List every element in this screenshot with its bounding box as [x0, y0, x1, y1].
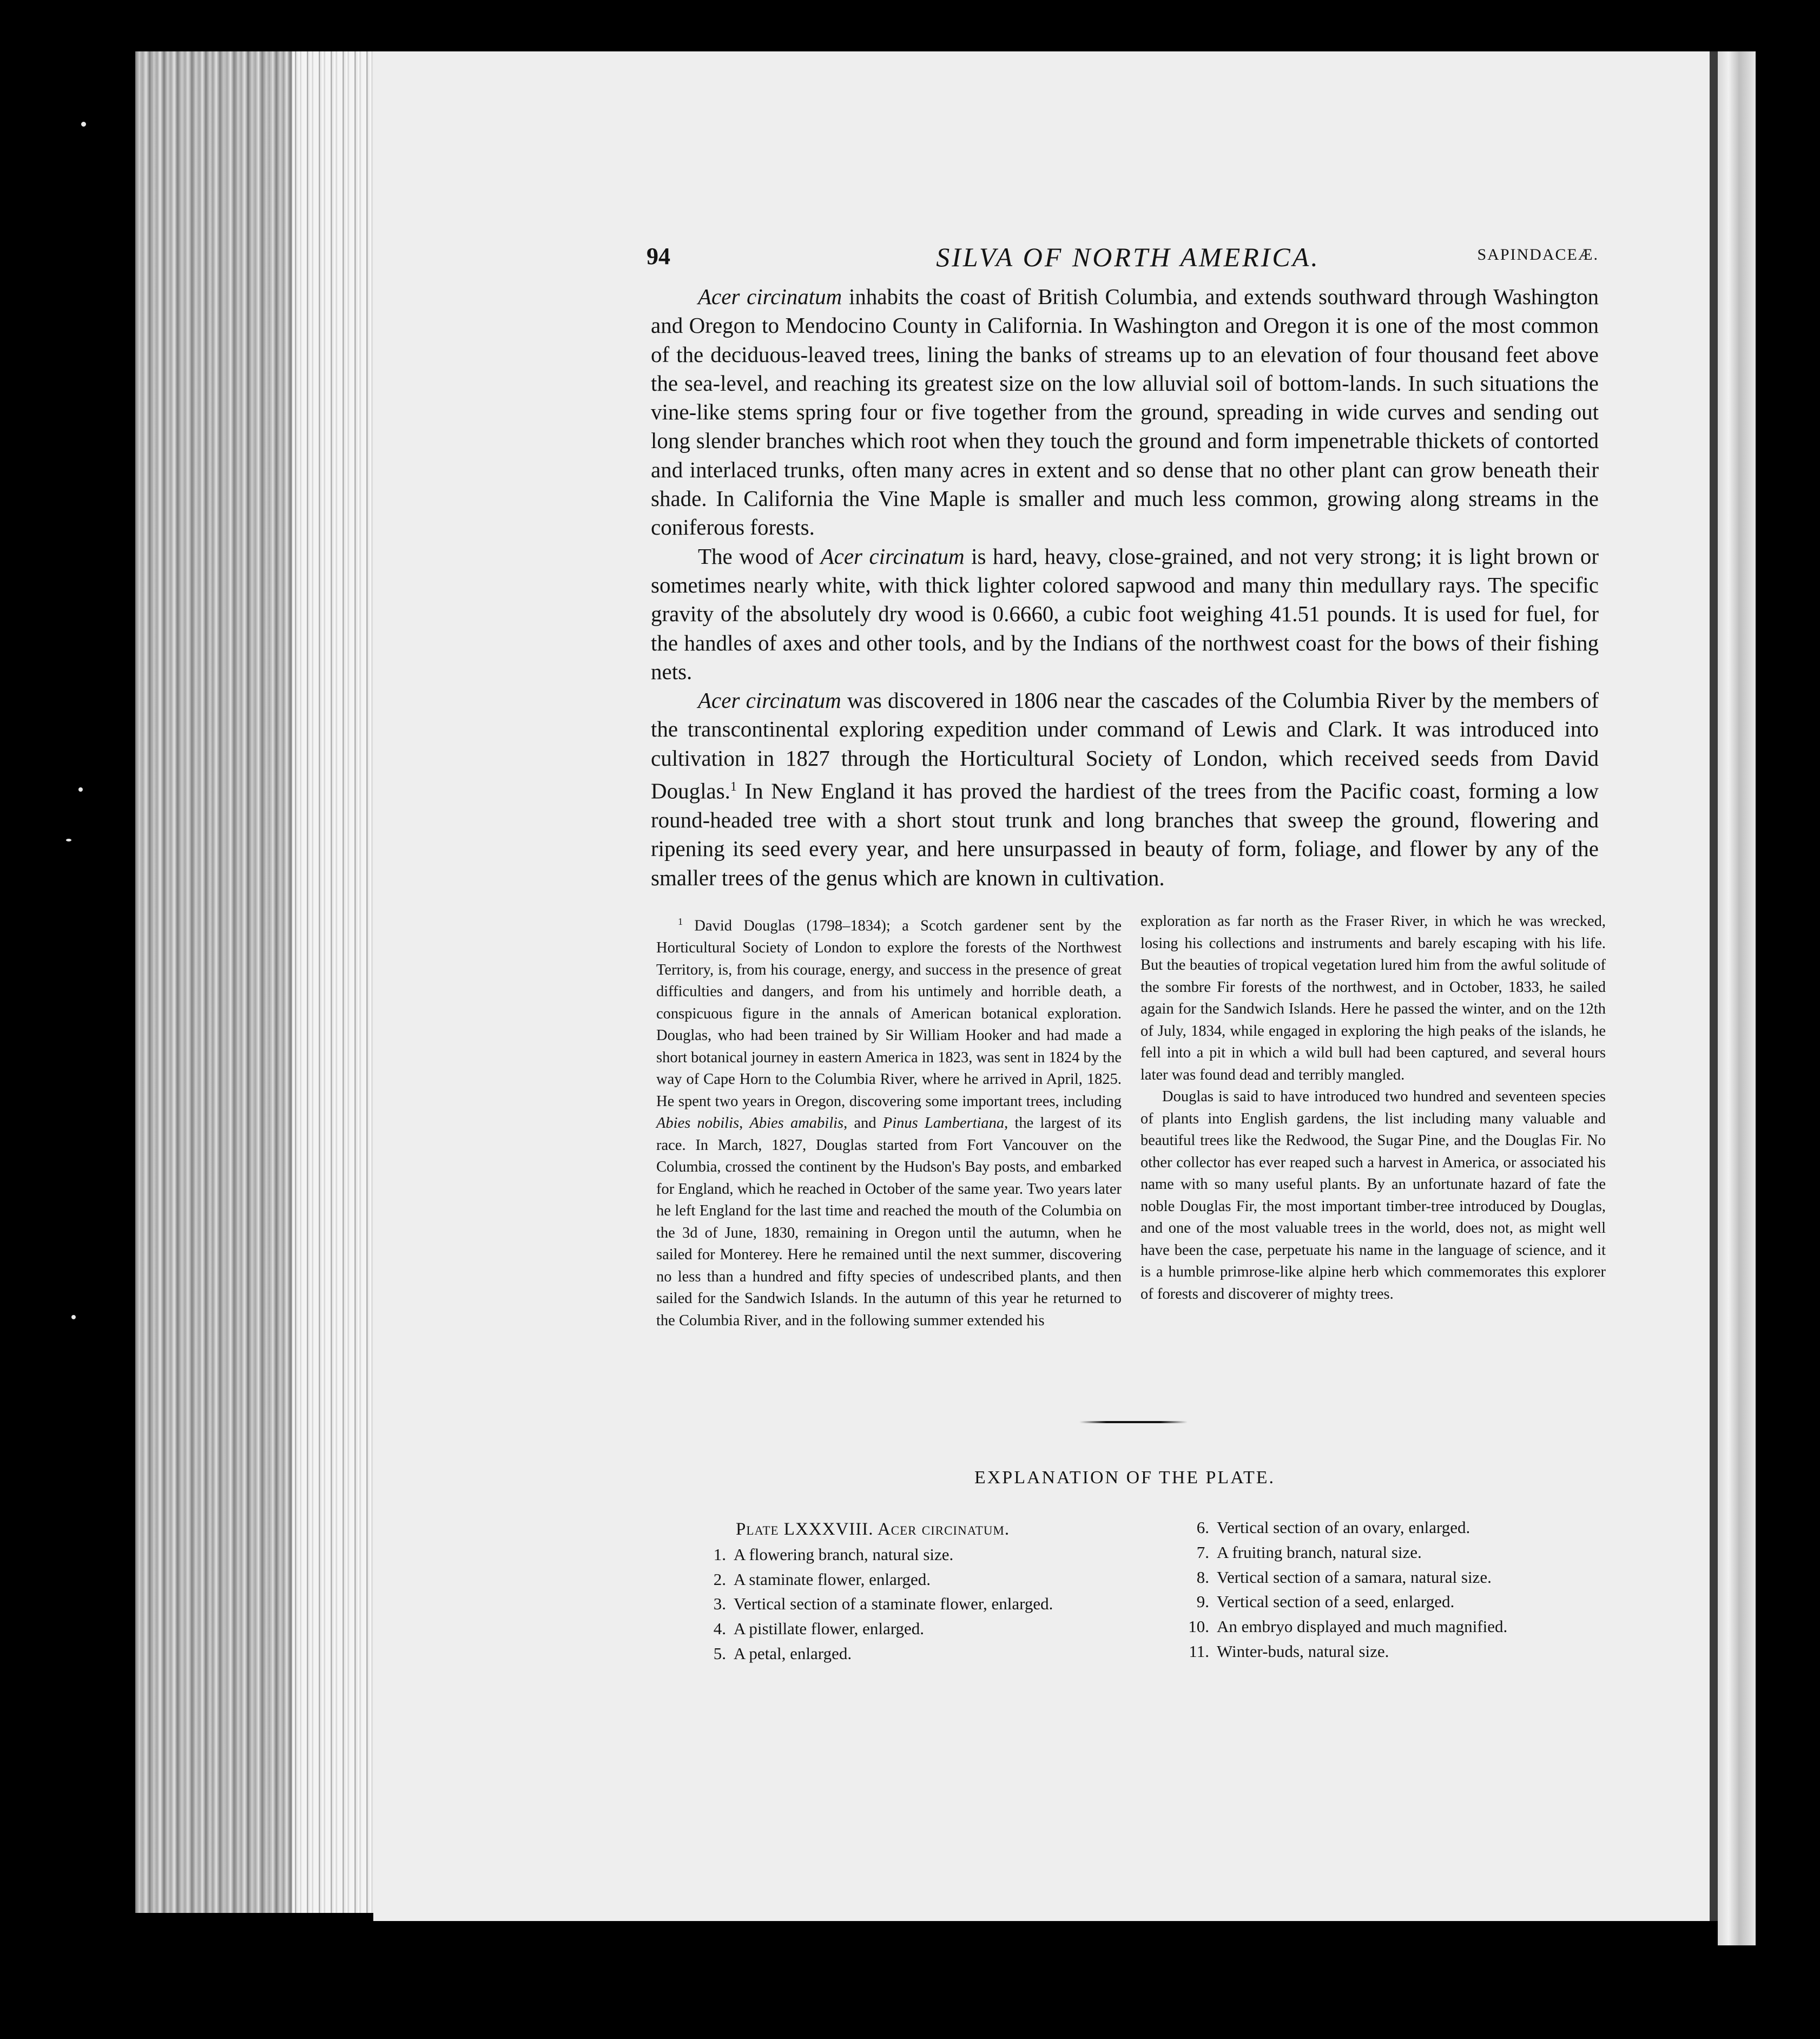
- footnote-text: ,: [739, 1115, 750, 1132]
- item-text: A petal, enlarged.: [734, 1643, 852, 1663]
- running-head: [647, 242, 1610, 275]
- footnote: Douglas is said to have introduced two hundred and seventeen species of plants into English gardens, the list including many valuable and beautiful trees like the Redwood, the Sugar Pine, and the Douglas Fir. No other collector has ever reaped such a harvest in America, or associated his name with so many useful plants. By an unfortunate hazard of fate the noble Douglas Fir, the most important timber-tree introduced by Douglas, and one of the most valuable trees in the world, does not, as might well have been the case, perpetuate his name in the language of science, and it is a humble primrose-like alpine herb which commemorates this explorer of forests and discoverer of mighty trees.: [1140, 1088, 1606, 1303]
- item-text: Vertical section of an ovary, enlarged.: [1217, 1518, 1470, 1537]
- plate-list-left: [698, 1517, 1158, 1666]
- body-text: [651, 282, 1599, 892]
- item-number: 10.: [1188, 1617, 1209, 1636]
- species-name: Acer circinatum: [698, 284, 842, 309]
- scan-speck: [78, 787, 83, 792]
- item-number: 5.: [713, 1643, 726, 1663]
- item-number: 11.: [1189, 1641, 1209, 1661]
- footnotes: [656, 911, 1606, 1382]
- item-number: 2.: [713, 1569, 726, 1589]
- section-name: SAPINDACEÆ.: [1477, 246, 1599, 264]
- paragraph: [651, 282, 1599, 542]
- paragraph-text: In New England it has proved the hardiest of the trees from the Pacific coast, forming a low round-headed tree with a short stout trunk and long branches that sweep the ground, flowering and ripening its seed every year, and here unsurpassed in beauty of form, foliage, and flower by any of the smaller trees of the genus which are known in cultivation.: [651, 778, 1599, 890]
- species-name: Abies nobilis: [656, 1115, 740, 1132]
- paragraph-text: inhabits the coast of British Columbia, and extends southward through Washington and Oregon to Mendocino County in California. In Washington and Oregon it is one of the most common of the deciduous-leaved trees, lining the banks of streams up to an elevation of four thousand feet above the sea-level, and reaching its greatest size on the low alluvial soil of bottom-lands. In such situations the vine-like stems spring four or five together from the ground, spreading in wide curves and sending out long slender branches which root when they touch the ground and form impenetrable thickets of contorted and interlaced trunks, often many acres in extent and so dense that no other plant can grow beneath their shade. In California the Vine Maple is smaller and much less common, growing along streams in the coniferous forests.: [651, 284, 1599, 540]
- item-text: A fruiting branch, natural size.: [1217, 1542, 1422, 1562]
- species-name: Acer circinatum: [820, 543, 965, 569]
- plate-list-right: [1166, 1515, 1610, 1664]
- scan-speck: [71, 1315, 76, 1319]
- plate-item: [1166, 1565, 1610, 1590]
- item-text: A staminate flower, enlarged.: [734, 1569, 931, 1589]
- item-number: 6.: [1196, 1518, 1209, 1537]
- running-title: SILVA OF NORTH AMERICA.: [936, 242, 1320, 272]
- item-text: Vertical section of a samara, natural size.: [1217, 1567, 1492, 1587]
- paragraph-text: was discovered in 1806 near the cascades of the Columbia River by the members of the transcontinental exploring expedition under command of Lewis and Clark. It was introduced into cultivation in 1827 through the Horticultural Society of London, which received seeds from David Douglas.: [651, 688, 1599, 804]
- species-name: Acer circinatum: [698, 688, 841, 713]
- footnote: [656, 911, 1122, 1332]
- item-number: 1.: [713, 1544, 726, 1564]
- paragraph: [651, 542, 1599, 686]
- explanation-heading: EXPLANATION OF THE PLATE.: [974, 1468, 1276, 1488]
- plate-item: [1166, 1540, 1610, 1565]
- footnote-continued: exploration as far north as the Fraser River, in which he was wrecked, losing his collections and instruments and barely escaping with his life. But the beauties of tropical vegetation lured him from the awful solitude of the sombre Fir forests of the northwest, and in October, 1833, he sailed again for the Sandwich Islands. Here he passed the winter, and on the 12th of July, 1834, while engaged in exploring the high peaks of the islands, he fell into a pit in which a wild bull had been captured, and several hours later was found dead and terribly mangled.: [1140, 913, 1606, 1083]
- footnote-text: , the largest of its race. In March, 1827, Douglas started from Fort Vancouver on the Columbia, crossed the continent by the Hudson's Bay posts, and embarked for England, which he reached in October of the same year. Two years later he left England for the last time and reached the mouth of the Columbia on the 3d of June, 1830, remaining in Oregon until the autumn, when he sailed for Monterey. Here he remained until the next summer, discovering no less than a hundred and fifty species of undescribed plants, and then sailed for the Sandwich Islands. In the autumn of this year he returned to the Columbia River, and in the following summer extended his: [656, 1115, 1122, 1329]
- plate-item: [698, 1641, 1158, 1666]
- plate-item: [698, 1542, 1158, 1567]
- item-text: Vertical section of a seed, enlarged.: [1217, 1592, 1455, 1612]
- plate-item: [1166, 1639, 1610, 1664]
- plate-item: [698, 1591, 1158, 1616]
- page-number: 94: [647, 243, 670, 269]
- footnote-text: , and: [843, 1115, 883, 1132]
- item-number: 9.: [1196, 1592, 1209, 1612]
- plate-item: [698, 1616, 1158, 1641]
- plate-item: [1166, 1614, 1610, 1639]
- facing-page-edge: [1718, 51, 1756, 1945]
- item-text: An embryo displayed and much magnified.: [1217, 1617, 1508, 1636]
- species-name: Pinus Lambertiana: [882, 1115, 1005, 1132]
- scan-speck: [66, 839, 71, 841]
- scan-speck: [81, 122, 86, 127]
- plate-title: Plate LXXXVIII. Acer circinatum.: [736, 1520, 1010, 1539]
- footnote-number: 1: [678, 916, 683, 927]
- paragraph: [651, 686, 1599, 892]
- item-text: A flowering branch, natural size.: [734, 1544, 954, 1564]
- paragraph-text: is hard, heavy, close-grained, and not very strong; it is light brown or sometimes nearly white, with thick lighter colored sapwood and many thin medullary rays. The specific gravity of the absolutely dry wood is 0.6660, a cubic foot weighing 41.51 pounds. It is used for fuel, for the handles of axes and other tools, and by the Indians of the northwest coast for the bows of their fishing nets.: [651, 543, 1599, 684]
- item-number: 4.: [713, 1619, 726, 1639]
- plate-item: [1166, 1589, 1610, 1614]
- paragraph-text: The wood of: [698, 543, 821, 569]
- species-name: Abies amabilis: [749, 1115, 844, 1132]
- item-number: 7.: [1196, 1542, 1209, 1562]
- footnote-marker: 1: [730, 780, 737, 794]
- plate-item: [1166, 1515, 1610, 1540]
- footnote-column-right: [1140, 911, 1606, 1305]
- item-number: 3.: [713, 1594, 726, 1614]
- footnote-text: David Douglas (1798–1834); a Scotch gardener sent by the Horticultural Society of London to explore the forests of the Northwest Territory, is, from his courage, energy, and success in the presence of great difficulties and dangers, and from his untimely and horrible death, a conspicuous figure in the annals of American botanical exploration. Douglas, who had been trained by Sir William Hooker and had made a short botanical journey in eastern America in 1823, was sent in 1824 by the way of Cape Horn to the Columbia River, where he arrived in April, 1825. He spent two years in Oregon, discovering some important trees, including: [656, 917, 1122, 1110]
- section-divider: [1079, 1421, 1188, 1423]
- plate-item: [698, 1567, 1158, 1592]
- item-text: A pistillate flower, enlarged.: [734, 1619, 925, 1639]
- item-number: 8.: [1196, 1567, 1209, 1587]
- footnote-column-left: [656, 911, 1122, 1332]
- page-edge-shadow: [135, 51, 292, 1913]
- item-text: Winter-buds, natural size.: [1217, 1641, 1389, 1661]
- item-text: Vertical section of a staminate flower, enlarged.: [734, 1594, 1053, 1614]
